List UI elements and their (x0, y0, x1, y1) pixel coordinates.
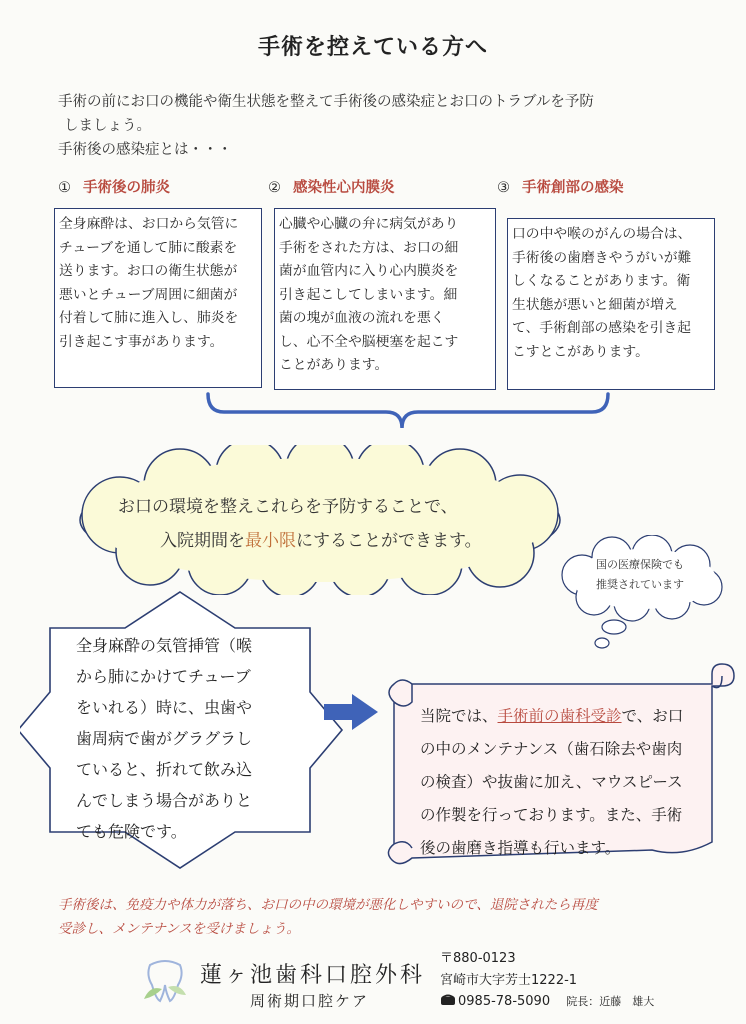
item-number: ③ (497, 180, 510, 196)
scroll-line-text: 当院では、 (420, 707, 498, 725)
box-line: 菌が血管内に入り心内膜炎を (279, 263, 459, 279)
note-line: 受診し、メンテナンスを受けましょう。 (58, 921, 300, 937)
box-line: 付着して肺に進入し、肺炎を (59, 310, 239, 326)
box-line: 手術をされた方は、お口の細 (279, 239, 459, 256)
scroll-line-text: で、お口 (621, 707, 684, 725)
cloud-line-2 (160, 526, 482, 551)
star-line: んでしまう場合がありと (76, 791, 253, 810)
item-number: ② (268, 180, 281, 196)
scroll-line: の作製を行っております。また、手術 (420, 806, 683, 824)
info-box-pneumonia (54, 208, 262, 388)
box-line: し、心不全や脳梗塞を起こす (279, 333, 459, 350)
star-line: ても危険です。 (76, 822, 187, 841)
intro-line: 手術後の感染症とは・・・ (58, 142, 232, 158)
scroll-line: 後の歯磨き指導も行います。 (420, 839, 621, 857)
curly-brace (200, 392, 620, 434)
item-heading-endocarditis (268, 176, 395, 197)
thought-cloud (60, 445, 580, 595)
box-line: 手術後の歯磨きやうがいが難 (512, 249, 692, 266)
page-title: 手術を控えている方へ (257, 35, 488, 60)
cloud-highlight: 最小限 (245, 531, 296, 551)
small-cloud-line: 推奨されています (596, 578, 684, 591)
closing-note (58, 893, 718, 941)
cloud-line-2-text: にすることができます。 (296, 531, 482, 551)
box-line: 生状態が悪いと細菌が増え (512, 296, 678, 313)
star-line: 歯周病で歯がグラグラし (76, 729, 253, 748)
box-line: 菌の塊が血液の流れを悪く (279, 310, 445, 326)
box-line: ことがあります。 (279, 357, 389, 373)
small-cloud-line: 国の医療保険でも (596, 558, 684, 571)
box-line: て、手術創部の感染を引き起 (512, 320, 692, 336)
intro-line: しましょう。 (64, 118, 151, 134)
item-heading-wound-infection (497, 176, 624, 197)
box-line: 引き起こしてしまいます。細 (279, 286, 458, 303)
box-line: 心臓や心臓の弁に病気があり (279, 216, 459, 232)
star-line: から肺にかけてチューブ (76, 667, 251, 686)
star-line: ていると、折れて飲み込 (76, 760, 253, 779)
item-number: ① (58, 180, 71, 196)
clinic-logo-icon (140, 955, 190, 1005)
small-cloud-text (580, 555, 700, 595)
clinic-name: 蓮ヶ池歯科口腔外科 (200, 963, 426, 988)
star-text (76, 630, 306, 847)
intro-text (58, 90, 698, 162)
address: 宮崎市大字芳士1222-1 (440, 973, 578, 988)
box-line: 引き起こす事があります。 (59, 333, 224, 350)
box-line: 口の中や喉のがんの場合は、 (512, 226, 692, 242)
note-line: 手術後は、免疫力や体力が落ち、お口の中の環境が悪化しやすいので、退院されたら再度 (58, 897, 598, 913)
scroll-highlight: 手術前の歯科受診 (497, 707, 622, 725)
phone-icon (440, 994, 456, 1006)
scroll-line: の検査）や抜歯に加え、マウスピース (420, 773, 683, 791)
info-box-endocarditis (274, 208, 496, 390)
scroll-line (420, 700, 720, 733)
box-line: 悪いとチューブ周囲に細菌が (59, 286, 238, 303)
cloud-line-2-text: 入院期間を (160, 531, 245, 551)
cloud-line-1: お口の環境を整えこれらを予防することで、 (118, 497, 458, 517)
small-thought-cloud (552, 535, 732, 655)
clinic-subtitle: 周術期口腔ケア (250, 992, 370, 1010)
item-heading-label: 手術創部の感染 (522, 180, 624, 196)
intro-line: 手術の前にお口の機能や衛生状態を整えて手術後の感染症とお口のトラブルを予防 (58, 94, 594, 110)
box-line: 送ります。お口の衛生状態が (59, 263, 238, 279)
phone-row (440, 993, 654, 1009)
star-line: をいれる）時に、虫歯や (76, 698, 253, 717)
box-line: チューブを通して肺に酸素を (59, 239, 238, 256)
star-line: 全身麻酔の気管挿管（喉 (76, 636, 253, 655)
item-heading-label: 手術後の肺炎 (83, 180, 170, 196)
phone-number: 0985-78-5090 (458, 994, 551, 1009)
box-line: こすとこがあります。 (512, 343, 649, 360)
postal-code: 〒880-0123 (440, 951, 516, 966)
director-name: 院長：近藤 雄大 (566, 995, 655, 1008)
scroll-text (420, 700, 720, 865)
box-line: しくなることがあります。衛 (512, 273, 691, 289)
info-box-wound-infection (507, 218, 715, 390)
scroll-line: の中のメンテナンス（歯石除去や歯肉 (420, 740, 683, 758)
arrow-right-icon (322, 692, 382, 732)
box-line: 全身麻酔は、お口から気管に (59, 216, 239, 232)
item-heading-pneumonia (58, 176, 170, 197)
item-heading-label: 感染性心内膜炎 (293, 180, 395, 196)
